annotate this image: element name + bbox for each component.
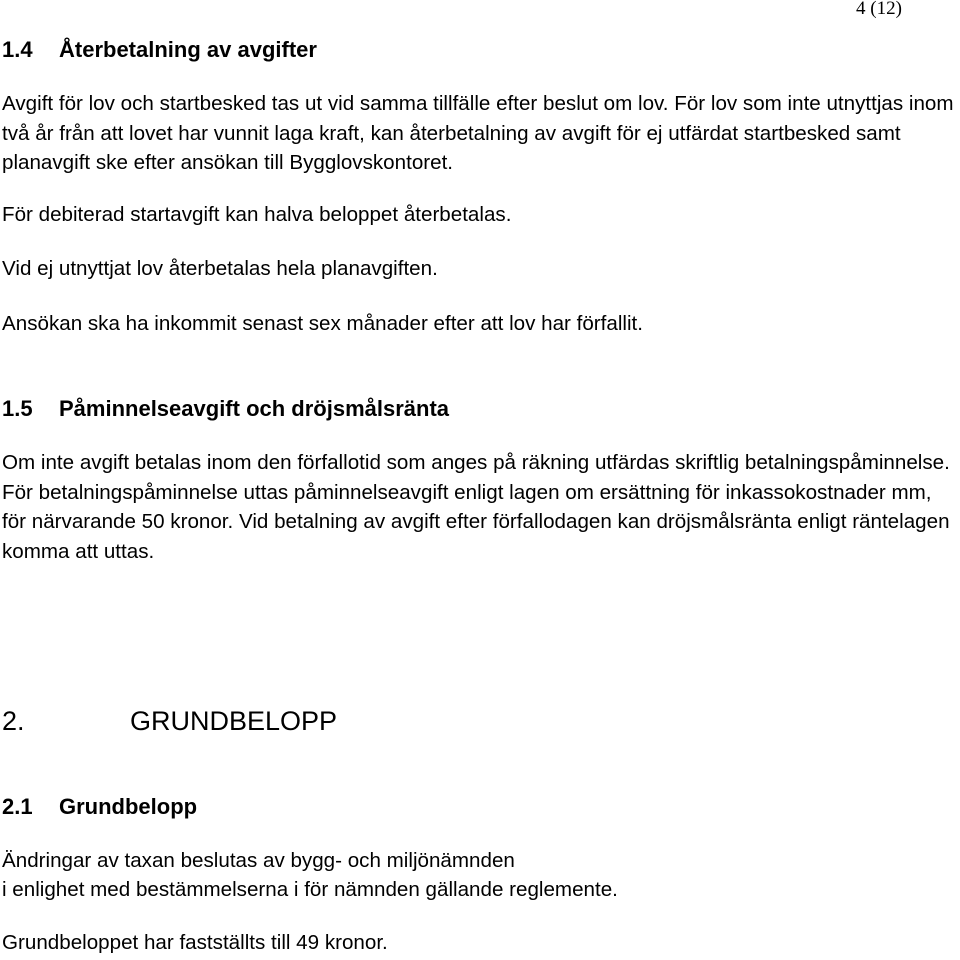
page-number: 4 (12): [856, 0, 902, 19]
section-1-4-paragraph-2: För debiterad startavgift kan halva beloppet återbetalas.: [2, 203, 512, 226]
section-title: Påminnelseavgift och dröjsmålsränta: [59, 396, 450, 421]
section-2-1-line-2: i enlighet med bestämmelserna i för nämnden gällande reglemente.: [2, 878, 618, 901]
section-1-4-paragraph-3: Vid ej utnyttjat lov återbetalas hela planavgiften.: [2, 257, 438, 280]
section-2-1-line-1: Ändringar av taxan beslutas av bygg- och miljönämnden: [2, 849, 515, 872]
section-number: 2.1: [2, 794, 33, 819]
section-heading-1-4: [2, 36, 317, 64]
chapter-number: 2.: [2, 706, 25, 736]
section-number: 1.5: [2, 396, 33, 421]
section-1-5-paragraph: Om inte avgift betalas inom den förfallotid som anges på räkning utfärdas skriftlig betalningspåminnelse. För betalningspåminnelse uttas påminnelseavgift enligt lagen om ersättning för inkassokostnader mm, för närvarande 50 kronor. Vid betalning av avgift efter förfallodagen kan dröjsmålsränta enligt räntelagen komma att uttas.: [2, 451, 950, 563]
section-2-1-paragraph-2: Grundbeloppet har fastställts till 49 kronor.: [2, 931, 388, 954]
chapter-heading-2: [2, 705, 337, 737]
chapter-title: GRUNDBELOPP: [130, 706, 338, 736]
section-1-4-paragraph-1: Avgift för lov och startbesked tas ut vid samma tillfälle efter beslut om lov. För lov som inte utnyttjas inom två år från att lovet har vunnit laga kraft, kan återbetalning av avgift för ej utfärdat startbesked samt planavgift ske efter ansökan till Bygglovskontoret.: [2, 92, 954, 174]
section-1-4-paragraph-4: Ansökan ska ha inkommit senast sex månader efter att lov har förfallit.: [2, 312, 643, 335]
section-heading-1-5: [2, 395, 449, 423]
section-title: Återbetalning av avgifter: [59, 37, 317, 62]
section-number: 1.4: [2, 37, 33, 62]
section-title: Grundbelopp: [59, 794, 198, 819]
section-heading-2-1: [2, 793, 197, 821]
